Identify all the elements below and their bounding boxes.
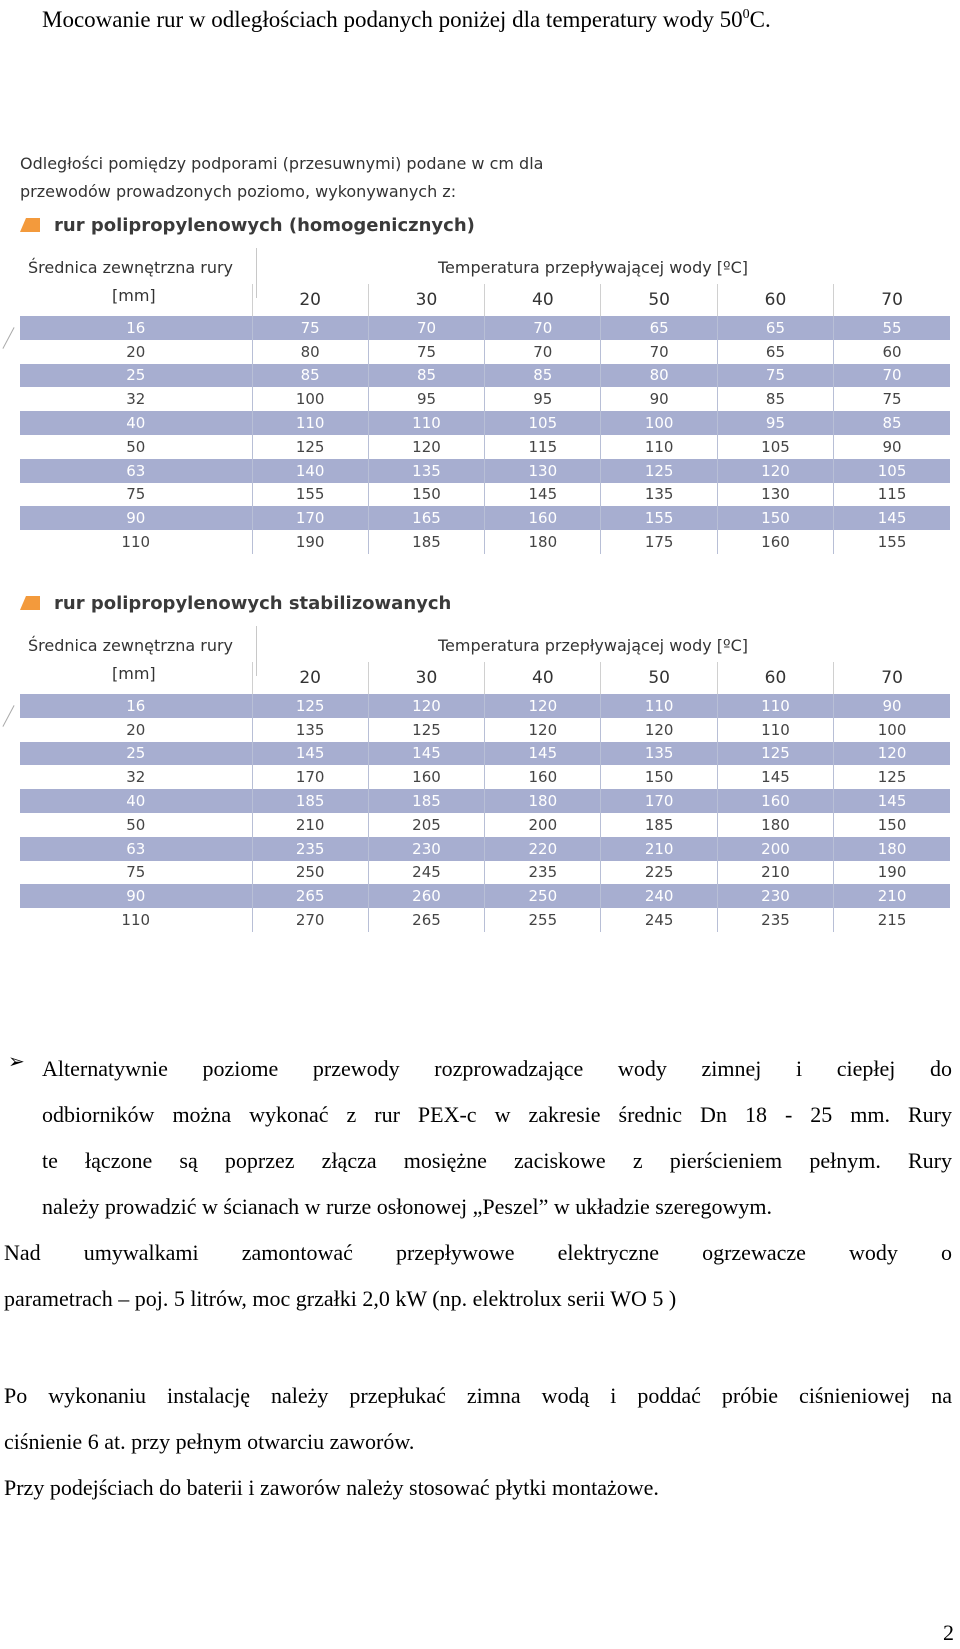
- slash-mark: [2, 705, 14, 727]
- spacing-cell: 120: [368, 435, 484, 459]
- spacing-cell: 140: [252, 459, 368, 483]
- table-row: [20, 765, 950, 789]
- spacing-cell: 245: [601, 908, 717, 932]
- spacing-cell: 150: [368, 483, 484, 507]
- spacing-cell: 120: [485, 718, 601, 742]
- spacing-cell: 85: [485, 364, 601, 388]
- table-row: [20, 506, 950, 530]
- spacing-cell: 95: [485, 387, 601, 411]
- spacing-cell: 160: [485, 765, 601, 789]
- spacing-cell: 185: [368, 530, 484, 554]
- spacing-cell: 230: [368, 837, 484, 861]
- spacing-cell: 270: [252, 908, 368, 932]
- spacing-cell: 145: [834, 789, 950, 813]
- spacing-cell: 150: [601, 765, 717, 789]
- spacing-cell: 265: [368, 908, 484, 932]
- diameter-cell: 40: [20, 789, 252, 813]
- diameter-cell: 63: [20, 459, 252, 483]
- diameter-cell: 110: [20, 530, 252, 554]
- page-heading: Mocowanie rur w odległościach podanych poniżej dla temperatury wody $50^0C$.: [42, 7, 771, 32]
- spacing-cell: 170: [252, 506, 368, 530]
- spacing-cell: 80: [252, 340, 368, 364]
- spacing-cell: 210: [601, 837, 717, 861]
- spacing-cell: 125: [834, 765, 950, 789]
- spacing-cell: 55: [834, 316, 950, 340]
- spacing-cell: 185: [601, 813, 717, 837]
- spacing-cell: 90: [601, 387, 717, 411]
- paragraph-pex: Alternatywnie poziome przewody rozprowadzające wody zimnej i ciepłej do odbiorników można wykonać z rur PEX-c w zakresie średnic Dn 18 - 25 mm. Rury te łączone są poprzez złącza mosiężne zaciskowe z pierścieniem pełnym. Rury należy prowadzić w ścianach w rurze osłonowej „Peszel” w układzie szeregowym.: [42, 1056, 952, 1219]
- spacing-cell: 180: [485, 789, 601, 813]
- diameter-cell: 50: [20, 813, 252, 837]
- temperature-cell: 20: [252, 662, 368, 694]
- spacing-cell: 135: [601, 483, 717, 507]
- spacing-cell: 120: [834, 742, 950, 766]
- spacing-cell: 110: [252, 411, 368, 435]
- spacing-cell: 145: [485, 483, 601, 507]
- spacing-cell: 130: [485, 459, 601, 483]
- diameter-cell: 90: [20, 506, 252, 530]
- table-row: [20, 718, 950, 742]
- table-row: [20, 483, 950, 507]
- spacing-cell: 110: [717, 718, 833, 742]
- spacing-cell: 160: [485, 506, 601, 530]
- spacing-cell: 100: [601, 411, 717, 435]
- temperature-cell: 60: [717, 662, 833, 694]
- spacing-cell: 115: [834, 483, 950, 507]
- spacing-cell: 65: [601, 316, 717, 340]
- diameter-cell: 25: [20, 364, 252, 388]
- spacing-cell: 150: [834, 813, 950, 837]
- spacing-cell: 155: [834, 530, 950, 554]
- table-row: [20, 694, 950, 718]
- spacing-cell: 185: [252, 789, 368, 813]
- spacing-cell: 230: [717, 884, 833, 908]
- spacing-cell: 220: [485, 837, 601, 861]
- spacing-cell: 170: [601, 789, 717, 813]
- spacing-cell: 135: [368, 459, 484, 483]
- table-row: [20, 459, 950, 483]
- spacing-cell: 170: [252, 765, 368, 789]
- table-row: [20, 908, 950, 932]
- spacing-cell: 245: [368, 861, 484, 885]
- table-section-homogeneous: [0, 214, 960, 614]
- spacing-cell: 125: [252, 694, 368, 718]
- spacing-cell: 150: [717, 506, 833, 530]
- spacing-cell: 115: [485, 435, 601, 459]
- spacing-cell: 85: [252, 364, 368, 388]
- spacing-cell: 125: [368, 718, 484, 742]
- spacing-cell: 235: [252, 837, 368, 861]
- temperature-cell: 40: [485, 662, 601, 694]
- diameter-cell: 16: [20, 316, 252, 340]
- spacing-cell: 145: [485, 742, 601, 766]
- spacing-cell: 75: [717, 364, 833, 388]
- diameter-cell: 90: [20, 884, 252, 908]
- table-row: [20, 411, 950, 435]
- diameter-cell: 25: [20, 742, 252, 766]
- section-title: rur polipropylenowych (homogenicznych): [20, 214, 475, 238]
- spacing-cell: 120: [601, 718, 717, 742]
- spacing-cell: 160: [717, 530, 833, 554]
- spacing-cell: 265: [252, 884, 368, 908]
- diameter-cell: 20: [20, 718, 252, 742]
- temperature-row: [20, 662, 950, 694]
- spacing-cell: 110: [368, 411, 484, 435]
- table-row: [20, 742, 950, 766]
- spacing-cell: 65: [717, 316, 833, 340]
- temperature-cell: 40: [485, 284, 601, 316]
- spacing-cell: 165: [368, 506, 484, 530]
- spacing-cell: 100: [252, 387, 368, 411]
- spacing-cell: 210: [717, 861, 833, 885]
- temperature-cell: 50: [601, 284, 717, 316]
- spacing-cell: 90: [834, 694, 950, 718]
- temperature-cell: 70: [834, 284, 950, 316]
- spacing-cell: 160: [717, 789, 833, 813]
- diameter-header: Średnica zewnętrzna rury [mm]: [28, 636, 234, 683]
- diameter-cell: 110: [20, 908, 252, 932]
- table-row: [20, 861, 950, 885]
- spacing-cell: 135: [252, 718, 368, 742]
- spacing-cell: 250: [485, 884, 601, 908]
- data-table: [20, 284, 950, 554]
- temperature-cell: 30: [368, 284, 484, 316]
- paragraph-mounting-plates: Przy podejściach do baterii i zaworów należy stosować płytki montażowe.: [4, 1475, 659, 1500]
- spacing-cell: 160: [368, 765, 484, 789]
- temperature-cell: 60: [717, 284, 833, 316]
- spacing-cell: 210: [252, 813, 368, 837]
- spacing-cell: 85: [368, 364, 484, 388]
- spacing-cell: 100: [834, 718, 950, 742]
- spacing-cell: 120: [717, 459, 833, 483]
- section-title: rur polipropylenowych stabilizowanych: [20, 592, 451, 616]
- spacing-cell: 105: [485, 411, 601, 435]
- temperature-header: Temperatura przepływającej wody [ºC]: [438, 258, 748, 277]
- figure-intro: Odległości pomiędzy podporami (przesuwnymi) podane w cm dla przewodów prowadzonych poziomo, wykonywanych z:: [20, 154, 544, 201]
- spacing-cell: 70: [368, 316, 484, 340]
- page-number: 2: [943, 1620, 954, 1645]
- spacing-cell: 235: [717, 908, 833, 932]
- spacing-cell: 135: [601, 742, 717, 766]
- diameter-cell: 16: [20, 694, 252, 718]
- table-row: [20, 316, 950, 340]
- diameter-header: Średnica zewnętrzna rury [mm]: [28, 258, 234, 305]
- blank-header-cell: [20, 662, 252, 694]
- spacing-cell: 255: [485, 908, 601, 932]
- diameter-cell: 75: [20, 483, 252, 507]
- temperature-cell: 50: [601, 662, 717, 694]
- spacing-cell: 125: [601, 459, 717, 483]
- spacing-cell: 235: [485, 861, 601, 885]
- spacing-cell: 225: [601, 861, 717, 885]
- spacing-cell: 240: [601, 884, 717, 908]
- spacing-cell: 125: [252, 435, 368, 459]
- spacing-cell: 75: [368, 340, 484, 364]
- spacing-cell: 155: [601, 506, 717, 530]
- temperature-row: [20, 284, 950, 316]
- spacing-cell: 85: [717, 387, 833, 411]
- spacing-cell: 190: [834, 861, 950, 885]
- spacing-cell: 180: [485, 530, 601, 554]
- diameter-cell: 20: [20, 340, 252, 364]
- spacing-cell: 105: [717, 435, 833, 459]
- spacing-cell: 60: [834, 340, 950, 364]
- spacing-cell: 120: [368, 694, 484, 718]
- spacing-cell: 175: [601, 530, 717, 554]
- diameter-cell: 32: [20, 387, 252, 411]
- spacing-cell: 205: [368, 813, 484, 837]
- orange-marker-icon: [20, 218, 40, 232]
- spacing-cell: 70: [485, 340, 601, 364]
- temperature-header: Temperatura przepływającej wody [ºC]: [438, 636, 748, 655]
- paragraph-heaters: Nad umywalkami zamontować przepływowe elektryczne ogrzewacze wody o parametrach – poj. 5 litrów, moc grzałki 2,0 kW (np. elektrolux serii WO 5 ): [4, 1240, 952, 1311]
- spacing-cell: 180: [834, 837, 950, 861]
- spacing-cell: 95: [368, 387, 484, 411]
- spacing-cell: 75: [252, 316, 368, 340]
- spacing-cell: 85: [834, 411, 950, 435]
- blank-header-cell: [20, 284, 252, 316]
- arrow-bullet-icon: ➢: [8, 1051, 25, 1073]
- spacing-cell: 110: [601, 694, 717, 718]
- diameter-cell: 50: [20, 435, 252, 459]
- spacing-cell: 210: [834, 884, 950, 908]
- spacing-cell: 190: [252, 530, 368, 554]
- table-row: [20, 789, 950, 813]
- spacing-cell: 125: [717, 742, 833, 766]
- spacing-cell: 105: [834, 459, 950, 483]
- spacing-cell: 145: [717, 765, 833, 789]
- table-section-stabilized: [0, 592, 960, 992]
- spacing-cell: 70: [601, 340, 717, 364]
- spacing-cell: 95: [717, 411, 833, 435]
- diameter-cell: 75: [20, 861, 252, 885]
- table-row: [20, 435, 950, 459]
- spacing-cell: 145: [368, 742, 484, 766]
- spacing-cell: 200: [717, 837, 833, 861]
- spacing-cell: 145: [834, 506, 950, 530]
- spacing-cell: 180: [717, 813, 833, 837]
- spacing-cell: 200: [485, 813, 601, 837]
- diameter-cell: 63: [20, 837, 252, 861]
- spacing-cell: 145: [252, 742, 368, 766]
- spacing-cell: 260: [368, 884, 484, 908]
- spacing-cell: 120: [485, 694, 601, 718]
- table-row: [20, 387, 950, 411]
- table-row: [20, 364, 950, 388]
- table-row: [20, 813, 950, 837]
- data-table: [20, 662, 950, 932]
- spacing-cell: 130: [717, 483, 833, 507]
- spacing-cell: 215: [834, 908, 950, 932]
- spacing-cell: 70: [485, 316, 601, 340]
- diameter-cell: 32: [20, 765, 252, 789]
- temperature-cell: 20: [252, 284, 368, 316]
- table-row: [20, 837, 950, 861]
- spacing-cell: 75: [834, 387, 950, 411]
- spacing-cell: 65: [717, 340, 833, 364]
- spacing-cell: 185: [368, 789, 484, 813]
- spacing-cell: 110: [601, 435, 717, 459]
- table-row: [20, 884, 950, 908]
- slash-mark: [2, 327, 14, 349]
- spacing-cell: 90: [834, 435, 950, 459]
- table-row: [20, 340, 950, 364]
- orange-marker-icon: [20, 596, 40, 610]
- table-row: [20, 530, 950, 554]
- temperature-cell: 30: [368, 662, 484, 694]
- support-spacing-figure: [0, 140, 960, 1002]
- spacing-cell: 80: [601, 364, 717, 388]
- temperature-cell: 70: [834, 662, 950, 694]
- spacing-cell: 110: [717, 694, 833, 718]
- spacing-cell: 70: [834, 364, 950, 388]
- diameter-cell: 40: [20, 411, 252, 435]
- spacing-cell: 250: [252, 861, 368, 885]
- paragraph-pressure-test: Po wykonaniu instalację należy przepłukać zimna wodą i poddać próbie ciśnieniowej na ciśnienie 6 at. przy pełnym otwarciu zaworów.: [4, 1383, 952, 1454]
- spacing-cell: 155: [252, 483, 368, 507]
